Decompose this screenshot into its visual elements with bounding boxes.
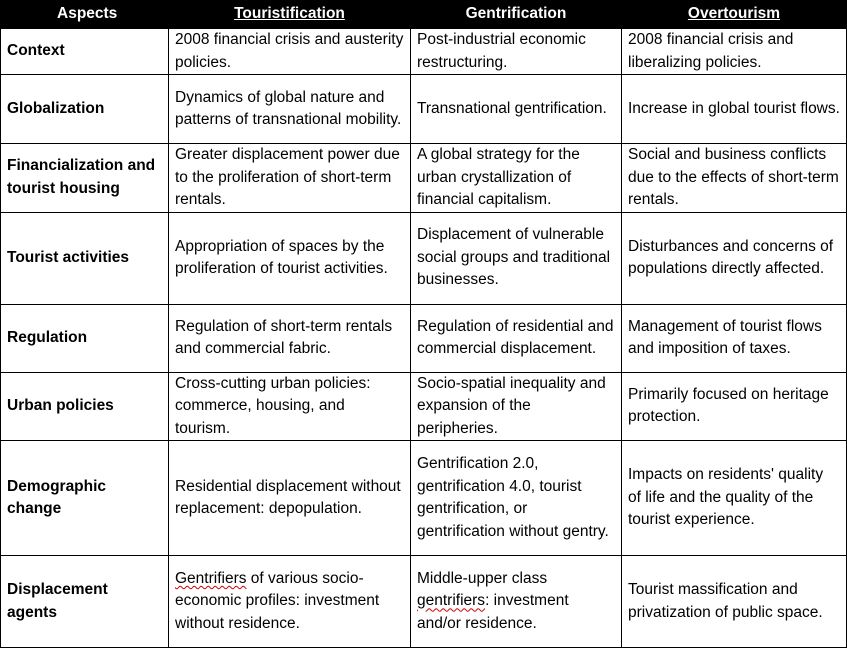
touristification-cell: Residential displacement without replacement: depopulation.: [169, 441, 411, 556]
aspect-cell: Urban policies: [1, 372, 169, 441]
gentrification-cell: A global strategy for the urban crystallization of financial capitalism.: [411, 144, 622, 213]
touristification-cell: Regulation of short-term rentals and commercial fabric.: [169, 304, 411, 372]
spellcheck-word: gentrifiers: [417, 592, 486, 610]
aspect-cell: Demographic change: [1, 441, 169, 556]
gentrification-cell: Socio-spatial inequality and expansion of the peripheries.: [411, 372, 622, 441]
gentrification-cell: Post-industrial economic restructuring.: [411, 29, 622, 75]
overtourism-cell: Primarily focused on heritage protection.: [622, 372, 847, 441]
cell-text: of various socio-economic profiles: investment without residence.: [175, 569, 380, 632]
aspect-cell: Financialization and tourist housing: [1, 144, 169, 213]
aspect-cell: Displacement agents: [1, 556, 169, 648]
header-overtourism: Overtourism: [622, 1, 847, 29]
table-row: [1, 212, 847, 304]
aspect-cell: Globalization: [1, 75, 169, 144]
header-gentrification: Gentrification: [411, 1, 622, 29]
touristification-cell: Greater displacement power due to the proliferation of short-term rentals.: [169, 144, 411, 213]
gentrification-cell: Displacement of vulnerable social groups and traditional businesses.: [411, 212, 622, 304]
overtourism-cell: Social and business conflicts due to the effects of short-term rentals.: [622, 144, 847, 213]
header-aspects: Aspects: [1, 1, 169, 29]
table-row: [1, 75, 847, 144]
touristification-cell: Cross-cutting urban policies: commerce, housing, and tourism.: [169, 372, 411, 441]
gentrification-cell: Transnational gentrification.: [411, 75, 622, 144]
aspect-cell: Context: [1, 29, 169, 75]
table-row: [1, 144, 847, 213]
touristification-cell: 2008 financial crisis and austerity policies.: [169, 29, 411, 75]
touristification-cell: Dynamics of global nature and patterns of transnational mobility.: [169, 75, 411, 144]
touristification-cell: Appropriation of spaces by the proliferation of tourist activities.: [169, 212, 411, 304]
cell-text: : investment and/or residence.: [417, 592, 569, 632]
gentrification-cell: [411, 556, 622, 648]
gentrification-cell: Regulation of residential and commercial displacement.: [411, 304, 622, 372]
overtourism-cell: 2008 financial crisis and liberalizing policies.: [622, 29, 847, 75]
overtourism-cell: Increase in global tourist flows.: [622, 75, 847, 144]
table-row: [1, 441, 847, 556]
overtourism-cell: Impacts on residents' quality of life and the quality of the tourist experience.: [622, 441, 847, 556]
overtourism-cell: Tourist massification and privatization of public space.: [622, 556, 847, 648]
table-row: [1, 372, 847, 441]
table-row: [1, 304, 847, 372]
table-row: [1, 556, 847, 648]
spellcheck-word: Gentrifiers: [175, 569, 247, 587]
gentrification-cell: Gentrification 2.0, gentrification 4.0, tourist gentrification, or gentrification without gentry.: [411, 441, 622, 556]
overtourism-cell: Disturbances and concerns of populations directly affected.: [622, 212, 847, 304]
header-touristification: Touristification: [169, 1, 411, 29]
header-row: [1, 1, 847, 29]
touristification-cell: [169, 556, 411, 648]
overtourism-cell: Management of tourist flows and imposition of taxes.: [622, 304, 847, 372]
cell-text: Middle-upper class: [417, 569, 548, 587]
aspect-cell: Tourist activities: [1, 212, 169, 304]
aspect-cell: Regulation: [1, 304, 169, 372]
table-row: [1, 29, 847, 75]
